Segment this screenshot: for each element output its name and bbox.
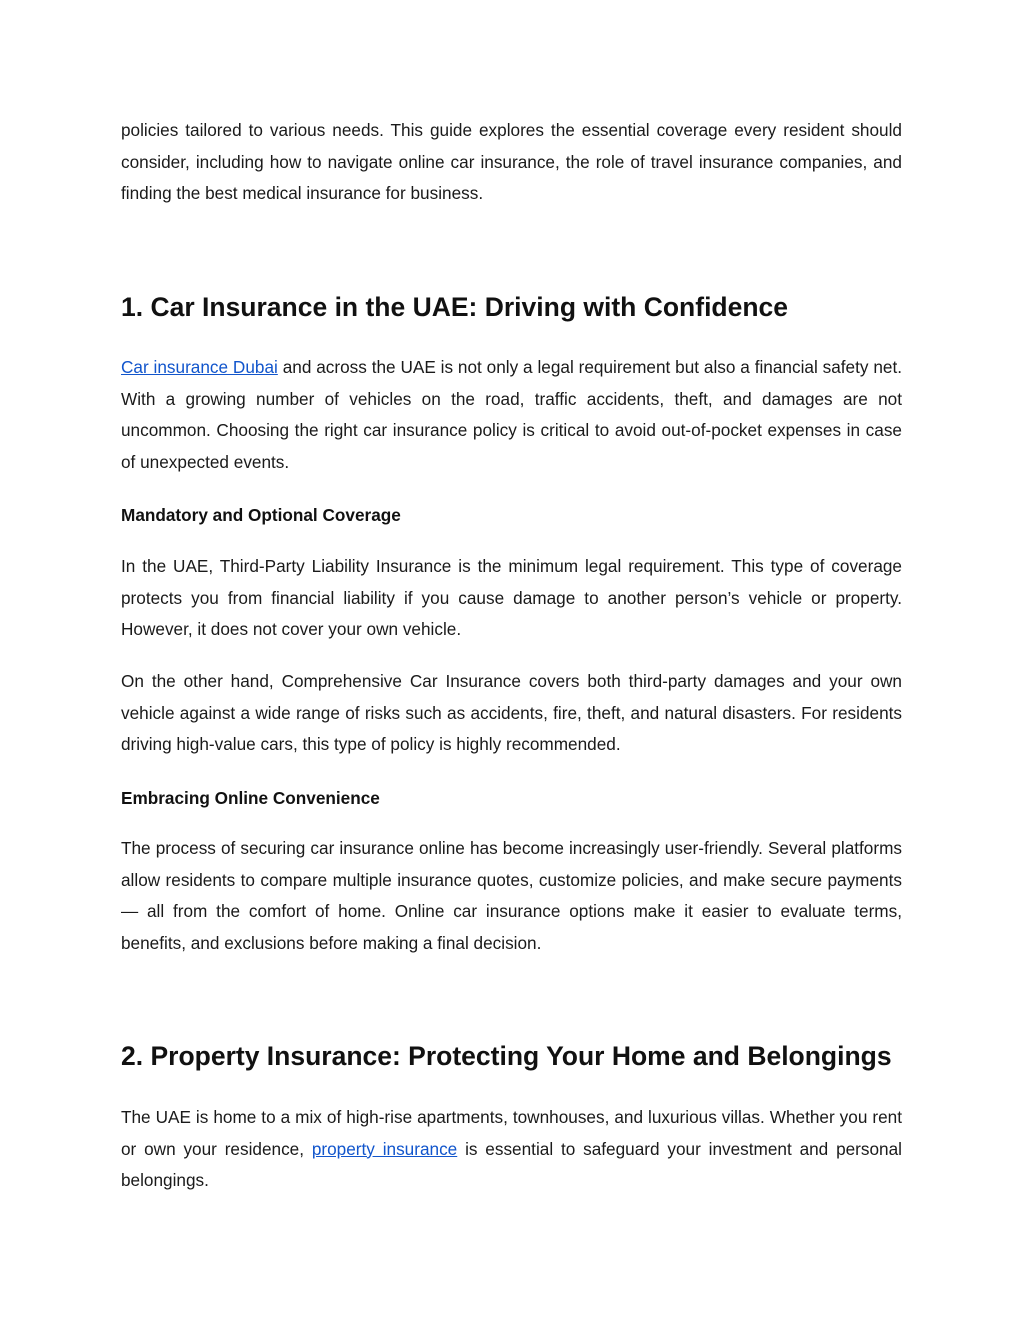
section2-paragraph-1 (121, 1102, 902, 1197)
section2-paragraph-1-after: is essential to safeguard your investment and personal belongings. (121, 1138, 902, 1191)
section2-paragraph-1-before: The UAE is home to a mix of high-rise apartments, townhouses, and luxurious villas. Whether you rent or own your residence, (121, 1107, 902, 1159)
section1-paragraph-4: The process of securing car insurance online has become increasingly user-friendly. Several platforms allow residents to compare multiple insurance quotes, customize policies, and make secure payments — all from the comfort of home. Online car insurance options make it easier to evaluate terms, benefits, and exclusions before making a final decision. (121, 838, 902, 954)
section1-paragraph-2: In the UAE, Third-Party Liability Insurance is the minimum legal requirement. This type of coverage protects you from financial liability if you cause damage to another person’s vehicle or property. However, it does not cover your own vehicle. (121, 556, 902, 640)
section1-paragraph-1-text: and across the UAE is not only a legal requirement but also a financial safety net. With a growing number of vehicles on the road, traffic accidents, theft, and damages are not uncommon. Choosing the right car insurance policy is critical to avoid out-of-pocket expenses in case of unexpected events. (121, 357, 903, 473)
section1-paragraph-1 (121, 352, 902, 479)
property-insurance-link[interactable]: property insurance (311, 1138, 458, 1159)
section1-heading: 1. Car Insurance in the UAE: Driving with Confidence (121, 292, 789, 322)
online-convenience-subheading: Embracing Online Convenience (121, 788, 380, 808)
car-insurance-dubai-link[interactable]: Car insurance Dubai (121, 357, 278, 377)
section1-paragraph-3: On the other hand, Comprehensive Car Insurance covers both third-party damages and your own vehicle against a wide range of risks such as accidents, fire, theft, and natural disasters. For residents driving high-value cars, this type of policy is highly recommended. (121, 671, 902, 755)
section2-heading: 2. Property Insurance: Protecting Your Home and Belongings (121, 1041, 892, 1071)
intro-paragraph: policies tailored to various needs. This guide explores the essential coverage every resident should consider, including how to navigate online car insurance, the role of travel insurance companies, and finding the best medical insurance for business. (121, 120, 902, 204)
mandatory-optional-subheading: Mandatory and Optional Coverage (121, 505, 401, 525)
